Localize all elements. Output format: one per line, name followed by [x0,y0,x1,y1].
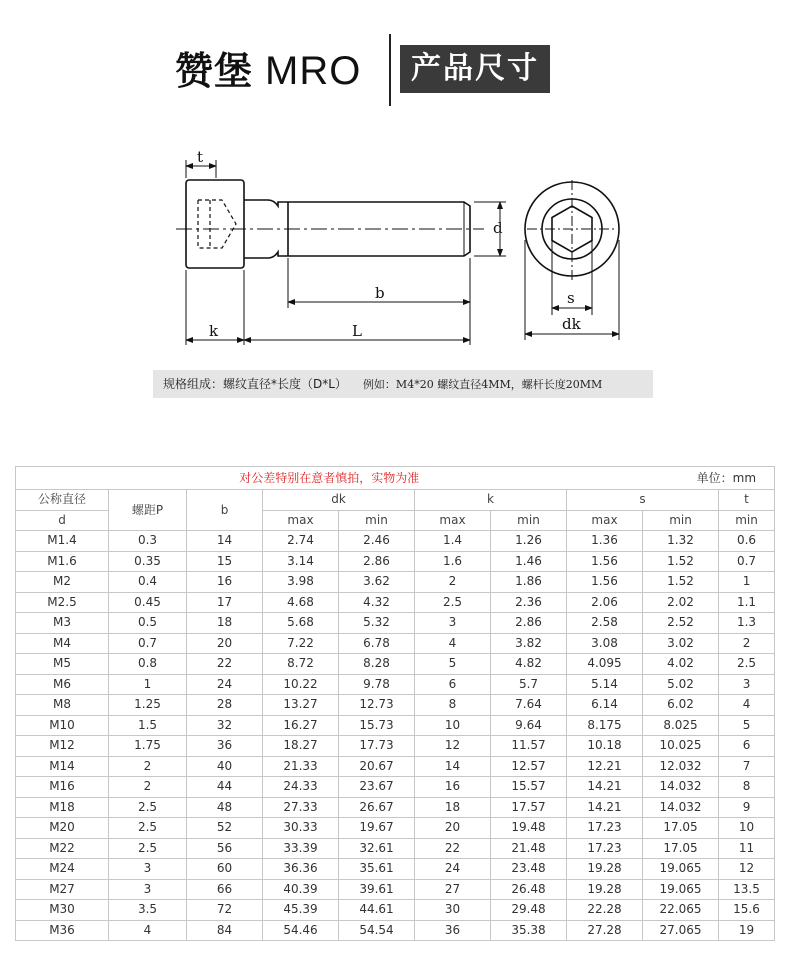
cell-dk-min: 35.61 [339,859,415,880]
table-row [16,879,775,900]
cell-dk-max: 3.98 [263,572,339,593]
cell-pitch: 4 [109,920,187,941]
cell-b: 72 [187,900,263,921]
cell-s-max: 2.58 [567,613,643,634]
cell-t-min: 0.6 [719,531,775,552]
cell-pitch: 0.5 [109,613,187,634]
cell-t-min: 1 [719,572,775,593]
cell-s-max: 5.14 [567,674,643,695]
cell-pitch: 1 [109,674,187,695]
cell-k-max: 12 [415,736,491,757]
cell-dk-max: 36.36 [263,859,339,880]
cell-dk-max: 7.22 [263,633,339,654]
cell-s-max: 22.28 [567,900,643,921]
cell-dk-min: 26.67 [339,797,415,818]
cell-pitch: 2.5 [109,838,187,859]
cell-s-max: 17.23 [567,818,643,839]
cell-dk-min: 3.62 [339,572,415,593]
cell-t-min: 13.5 [719,879,775,900]
cell-t-min: 8 [719,777,775,798]
cell-t-min: 0.7 [719,551,775,572]
cell-nominal-d: M8 [16,695,109,716]
cell-nominal-d: M36 [16,920,109,941]
cell-nominal-d: M1.4 [16,531,109,552]
brand-en: MRO [265,49,362,93]
cell-dk-max: 33.39 [263,838,339,859]
cell-nominal-d: M2.5 [16,592,109,613]
cell-s-min: 4.02 [643,654,719,675]
cell-t-min: 3 [719,674,775,695]
cell-nominal-d: M2 [16,572,109,593]
cell-pitch: 3 [109,879,187,900]
col-header-s: s [567,490,719,511]
table-row [16,920,775,941]
cell-dk-max: 18.27 [263,736,339,757]
col-header-dk-max: max [263,510,339,531]
cell-dk-max: 16.27 [263,715,339,736]
cell-s-min: 27.065 [643,920,719,941]
table-row [16,531,775,552]
cell-dk-min: 6.78 [339,633,415,654]
cell-k-max: 18 [415,797,491,818]
cell-b: 44 [187,777,263,798]
cell-dk-max: 24.33 [263,777,339,798]
cell-k-min: 23.48 [491,859,567,880]
cell-k-max: 3 [415,613,491,634]
cell-s-min: 17.05 [643,818,719,839]
cell-dk-max: 10.22 [263,674,339,695]
table-row [16,592,775,613]
brand-logo [175,40,361,95]
cell-k-min: 1.26 [491,531,567,552]
cell-pitch: 0.45 [109,592,187,613]
cell-dk-max: 5.68 [263,613,339,634]
cell-k-min: 2.36 [491,592,567,613]
cell-t-min: 10 [719,818,775,839]
table-row [16,715,775,736]
cell-s-max: 4.095 [567,654,643,675]
cell-k-min: 1.46 [491,551,567,572]
table-row [16,674,775,695]
cell-t-min: 15.6 [719,900,775,921]
cell-nominal-d: M22 [16,838,109,859]
dimension-table [15,466,775,941]
cell-t-min: 11 [719,838,775,859]
cell-s-min: 1.52 [643,572,719,593]
cell-nominal-d: M14 [16,756,109,777]
label-s: s [567,289,575,307]
col-header-k: k [415,490,567,511]
cell-dk-min: 54.54 [339,920,415,941]
cell-b: 60 [187,859,263,880]
cell-dk-min: 23.67 [339,777,415,798]
cell-k-max: 27 [415,879,491,900]
cell-t-min: 7 [719,756,775,777]
cell-b: 16 [187,572,263,593]
table-row [16,551,775,572]
cell-nominal-d: M4 [16,633,109,654]
cell-nominal-d: M18 [16,797,109,818]
cell-k-min: 7.64 [491,695,567,716]
cell-dk-min: 17.73 [339,736,415,757]
table-row [16,818,775,839]
cell-b: 84 [187,920,263,941]
cell-nominal-d: M1.6 [16,551,109,572]
cell-t-min: 19 [719,920,775,941]
cell-pitch: 0.35 [109,551,187,572]
cell-dk-max: 45.39 [263,900,339,921]
cell-dk-min: 2.46 [339,531,415,552]
cell-k-max: 36 [415,920,491,941]
cell-b: 24 [187,674,263,695]
cell-pitch: 0.7 [109,633,187,654]
cell-s-max: 27.28 [567,920,643,941]
cell-t-min: 5 [719,715,775,736]
cell-b: 20 [187,633,263,654]
cell-k-min: 21.48 [491,838,567,859]
cell-t-min: 1.1 [719,592,775,613]
cell-s-min: 14.032 [643,797,719,818]
cell-pitch: 3 [109,859,187,880]
cell-k-min: 12.57 [491,756,567,777]
cell-s-max: 19.28 [567,879,643,900]
cell-b: 66 [187,879,263,900]
cell-pitch: 0.3 [109,531,187,552]
table-row [16,654,775,675]
cell-k-min: 19.48 [491,818,567,839]
cell-s-min: 8.025 [643,715,719,736]
cell-k-min: 15.57 [491,777,567,798]
cell-k-min: 29.48 [491,900,567,921]
cell-k-min: 26.48 [491,879,567,900]
table-row [16,797,775,818]
cell-dk-max: 54.46 [263,920,339,941]
cell-dk-max: 21.33 [263,756,339,777]
cell-dk-max: 8.72 [263,654,339,675]
table-row [16,859,775,880]
header-row-1 [16,490,775,511]
cell-pitch: 1.75 [109,736,187,757]
cell-s-min: 5.02 [643,674,719,695]
cell-t-min: 9 [719,797,775,818]
cell-k-max: 1.4 [415,531,491,552]
cell-nominal-d: M27 [16,879,109,900]
col-header-s-min: min [643,510,719,531]
cell-k-max: 8 [415,695,491,716]
cell-t-min: 2.5 [719,654,775,675]
cell-dk-min: 4.32 [339,592,415,613]
col-header-t-min: min [719,510,775,531]
cell-s-min: 2.52 [643,613,719,634]
col-header-b: b [187,490,263,531]
col-header-nominal-d: d [16,510,109,531]
cell-dk-min: 32.61 [339,838,415,859]
col-header-t: t [719,490,775,511]
cell-k-max: 10 [415,715,491,736]
cell-s-min: 2.02 [643,592,719,613]
label-t: t [197,148,204,166]
cell-k-max: 24 [415,859,491,880]
cell-pitch: 2 [109,777,187,798]
table-row [16,633,775,654]
cell-k-min: 2.86 [491,613,567,634]
cell-nominal-d: M5 [16,654,109,675]
cell-s-min: 10.025 [643,736,719,757]
cell-t-min: 4 [719,695,775,716]
cell-b: 18 [187,613,263,634]
cell-s-max: 19.28 [567,859,643,880]
header-divider [389,34,391,106]
cell-dk-min: 39.61 [339,879,415,900]
cell-s-max: 2.06 [567,592,643,613]
cell-k-min: 4.82 [491,654,567,675]
cell-b: 52 [187,818,263,839]
cell-k-min: 35.38 [491,920,567,941]
col-header-nominal: 公称直径 [16,490,109,511]
unit-label: 单位：mm [643,467,775,490]
cell-dk-max: 27.33 [263,797,339,818]
cell-k-max: 16 [415,777,491,798]
cell-k-max: 22 [415,838,491,859]
cell-k-max: 20 [415,818,491,839]
cell-dk-min: 9.78 [339,674,415,695]
cell-dk-max: 4.68 [263,592,339,613]
cell-s-max: 14.21 [567,777,643,798]
cell-pitch: 1.5 [109,715,187,736]
cell-s-max: 10.18 [567,736,643,757]
cell-k-min: 1.86 [491,572,567,593]
cell-pitch: 3.5 [109,900,187,921]
cell-dk-min: 12.73 [339,695,415,716]
notice-row [16,467,775,490]
col-header-k-max: max [415,510,491,531]
cell-s-max: 3.08 [567,633,643,654]
cell-k-max: 14 [415,756,491,777]
cell-k-min: 5.7 [491,674,567,695]
table-row [16,900,775,921]
cell-s-min: 6.02 [643,695,719,716]
cell-t-min: 6 [719,736,775,757]
tolerance-notice: 对公差特别在意者慎拍，实物为准 [239,470,420,485]
cell-s-min: 19.065 [643,879,719,900]
cell-dk-max: 2.74 [263,531,339,552]
cell-k-max: 30 [415,900,491,921]
cell-nominal-d: M10 [16,715,109,736]
cell-b: 22 [187,654,263,675]
cell-s-max: 6.14 [567,695,643,716]
label-d: d [493,219,503,237]
col-header-pitch: 螺距P [109,490,187,531]
cell-s-min: 3.02 [643,633,719,654]
cell-t-min: 1.3 [719,613,775,634]
cell-b: 28 [187,695,263,716]
cell-s-max: 1.56 [567,572,643,593]
spec-example-text: 例如：M4*20 螺纹直径4MM，螺杆长度20MM [362,378,603,391]
cell-pitch: 2.5 [109,797,187,818]
cell-dk-min: 2.86 [339,551,415,572]
cell-b: 17 [187,592,263,613]
cell-dk-min: 15.73 [339,715,415,736]
cell-s-max: 1.56 [567,551,643,572]
label-k: k [209,322,219,340]
cell-k-max: 4 [415,633,491,654]
screw-dimension-drawing [0,140,790,360]
cell-nominal-d: M30 [16,900,109,921]
cell-b: 48 [187,797,263,818]
cell-b: 14 [187,531,263,552]
cell-t-min: 12 [719,859,775,880]
cell-k-min: 9.64 [491,715,567,736]
label-L: L [352,322,362,340]
cell-dk-max: 40.39 [263,879,339,900]
col-header-dk-min: min [339,510,415,531]
cell-k-min: 3.82 [491,633,567,654]
cell-dk-min: 19.67 [339,818,415,839]
cell-s-max: 8.175 [567,715,643,736]
cell-b: 32 [187,715,263,736]
col-header-k-min: min [491,510,567,531]
table-row [16,695,775,716]
cell-pitch: 0.4 [109,572,187,593]
cell-pitch: 1.25 [109,695,187,716]
cell-nominal-d: M6 [16,674,109,695]
table-row [16,613,775,634]
spec-format-note [153,370,653,398]
cell-s-min: 19.065 [643,859,719,880]
cell-nominal-d: M20 [16,818,109,839]
label-b: b [375,284,385,302]
cell-s-min: 17.05 [643,838,719,859]
cell-dk-min: 5.32 [339,613,415,634]
cell-b: 56 [187,838,263,859]
cell-k-max: 2.5 [415,592,491,613]
spec-format-text: 规格组成：螺纹直径*长度（D*L） [163,377,347,391]
cell-nominal-d: M16 [16,777,109,798]
cell-dk-min: 20.67 [339,756,415,777]
page-title: 产品尺寸 [400,45,550,93]
col-header-dk: dk [263,490,415,511]
table-row [16,777,775,798]
cell-s-max: 1.36 [567,531,643,552]
cell-dk-max: 30.33 [263,818,339,839]
cell-dk-max: 13.27 [263,695,339,716]
cell-s-min: 22.065 [643,900,719,921]
table-row [16,756,775,777]
cell-nominal-d: M3 [16,613,109,634]
cell-t-min: 2 [719,633,775,654]
cell-b: 15 [187,551,263,572]
cell-s-min: 1.52 [643,551,719,572]
cell-s-min: 12.032 [643,756,719,777]
brand-cn: 赞堡 [175,49,254,93]
cell-s-min: 1.32 [643,531,719,552]
cell-pitch: 2.5 [109,818,187,839]
cell-b: 36 [187,736,263,757]
cell-pitch: 2 [109,756,187,777]
table-row [16,838,775,859]
cell-s-max: 12.21 [567,756,643,777]
cell-b: 40 [187,756,263,777]
table-row [16,572,775,593]
cell-k-max: 1.6 [415,551,491,572]
cell-dk-min: 8.28 [339,654,415,675]
cell-s-min: 14.032 [643,777,719,798]
cell-pitch: 0.8 [109,654,187,675]
cell-nominal-d: M12 [16,736,109,757]
cell-k-min: 17.57 [491,797,567,818]
cell-s-max: 17.23 [567,838,643,859]
col-header-s-max: max [567,510,643,531]
cell-k-max: 5 [415,654,491,675]
cell-k-max: 6 [415,674,491,695]
cell-s-max: 14.21 [567,797,643,818]
cell-k-min: 11.57 [491,736,567,757]
cell-nominal-d: M24 [16,859,109,880]
cell-dk-max: 3.14 [263,551,339,572]
label-dk: dk [562,315,581,333]
cell-k-max: 2 [415,572,491,593]
table-row [16,736,775,757]
cell-dk-min: 44.61 [339,900,415,921]
